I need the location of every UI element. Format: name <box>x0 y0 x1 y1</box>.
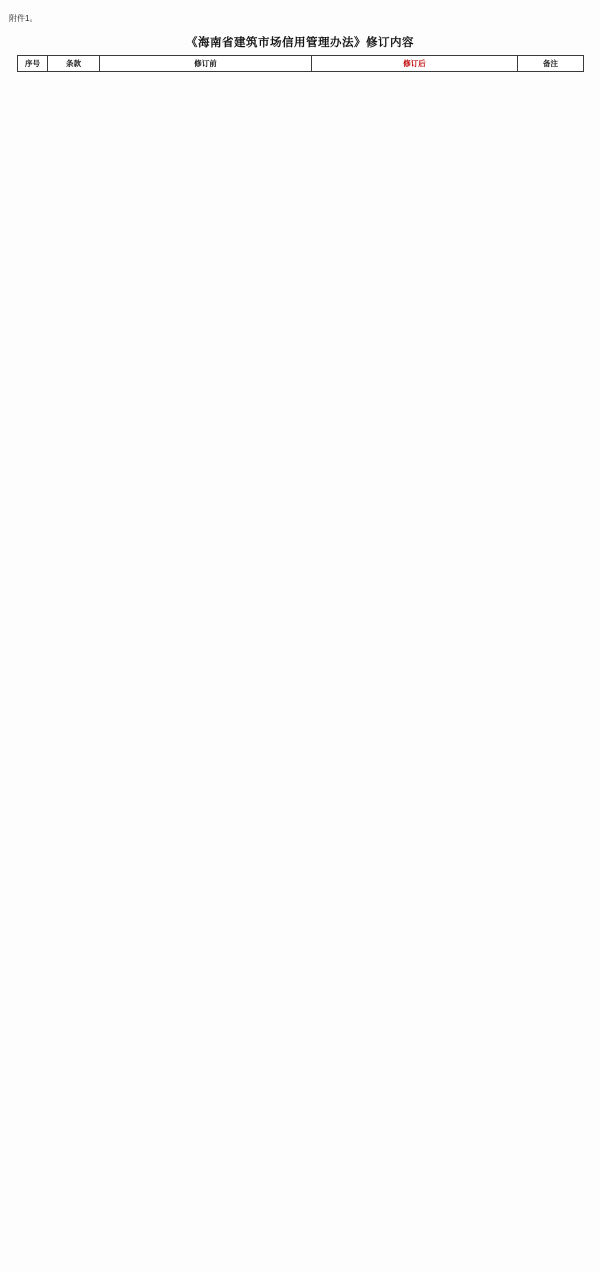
column-header: 修订前 <box>100 56 312 72</box>
revision-table-part-1 <box>17 55 584 72</box>
column-header: 修订后 <box>312 56 518 72</box>
header-row <box>18 56 584 72</box>
column-header: 备注 <box>518 56 584 72</box>
attachment-label: 附件1。 <box>9 14 38 23</box>
page-title: 《海南省建筑市场信用管理办法》修订内容 <box>186 37 414 49</box>
revision-tables <box>17 55 583 159</box>
column-header: 条款 <box>48 56 100 72</box>
column-header: 序号 <box>18 56 48 72</box>
